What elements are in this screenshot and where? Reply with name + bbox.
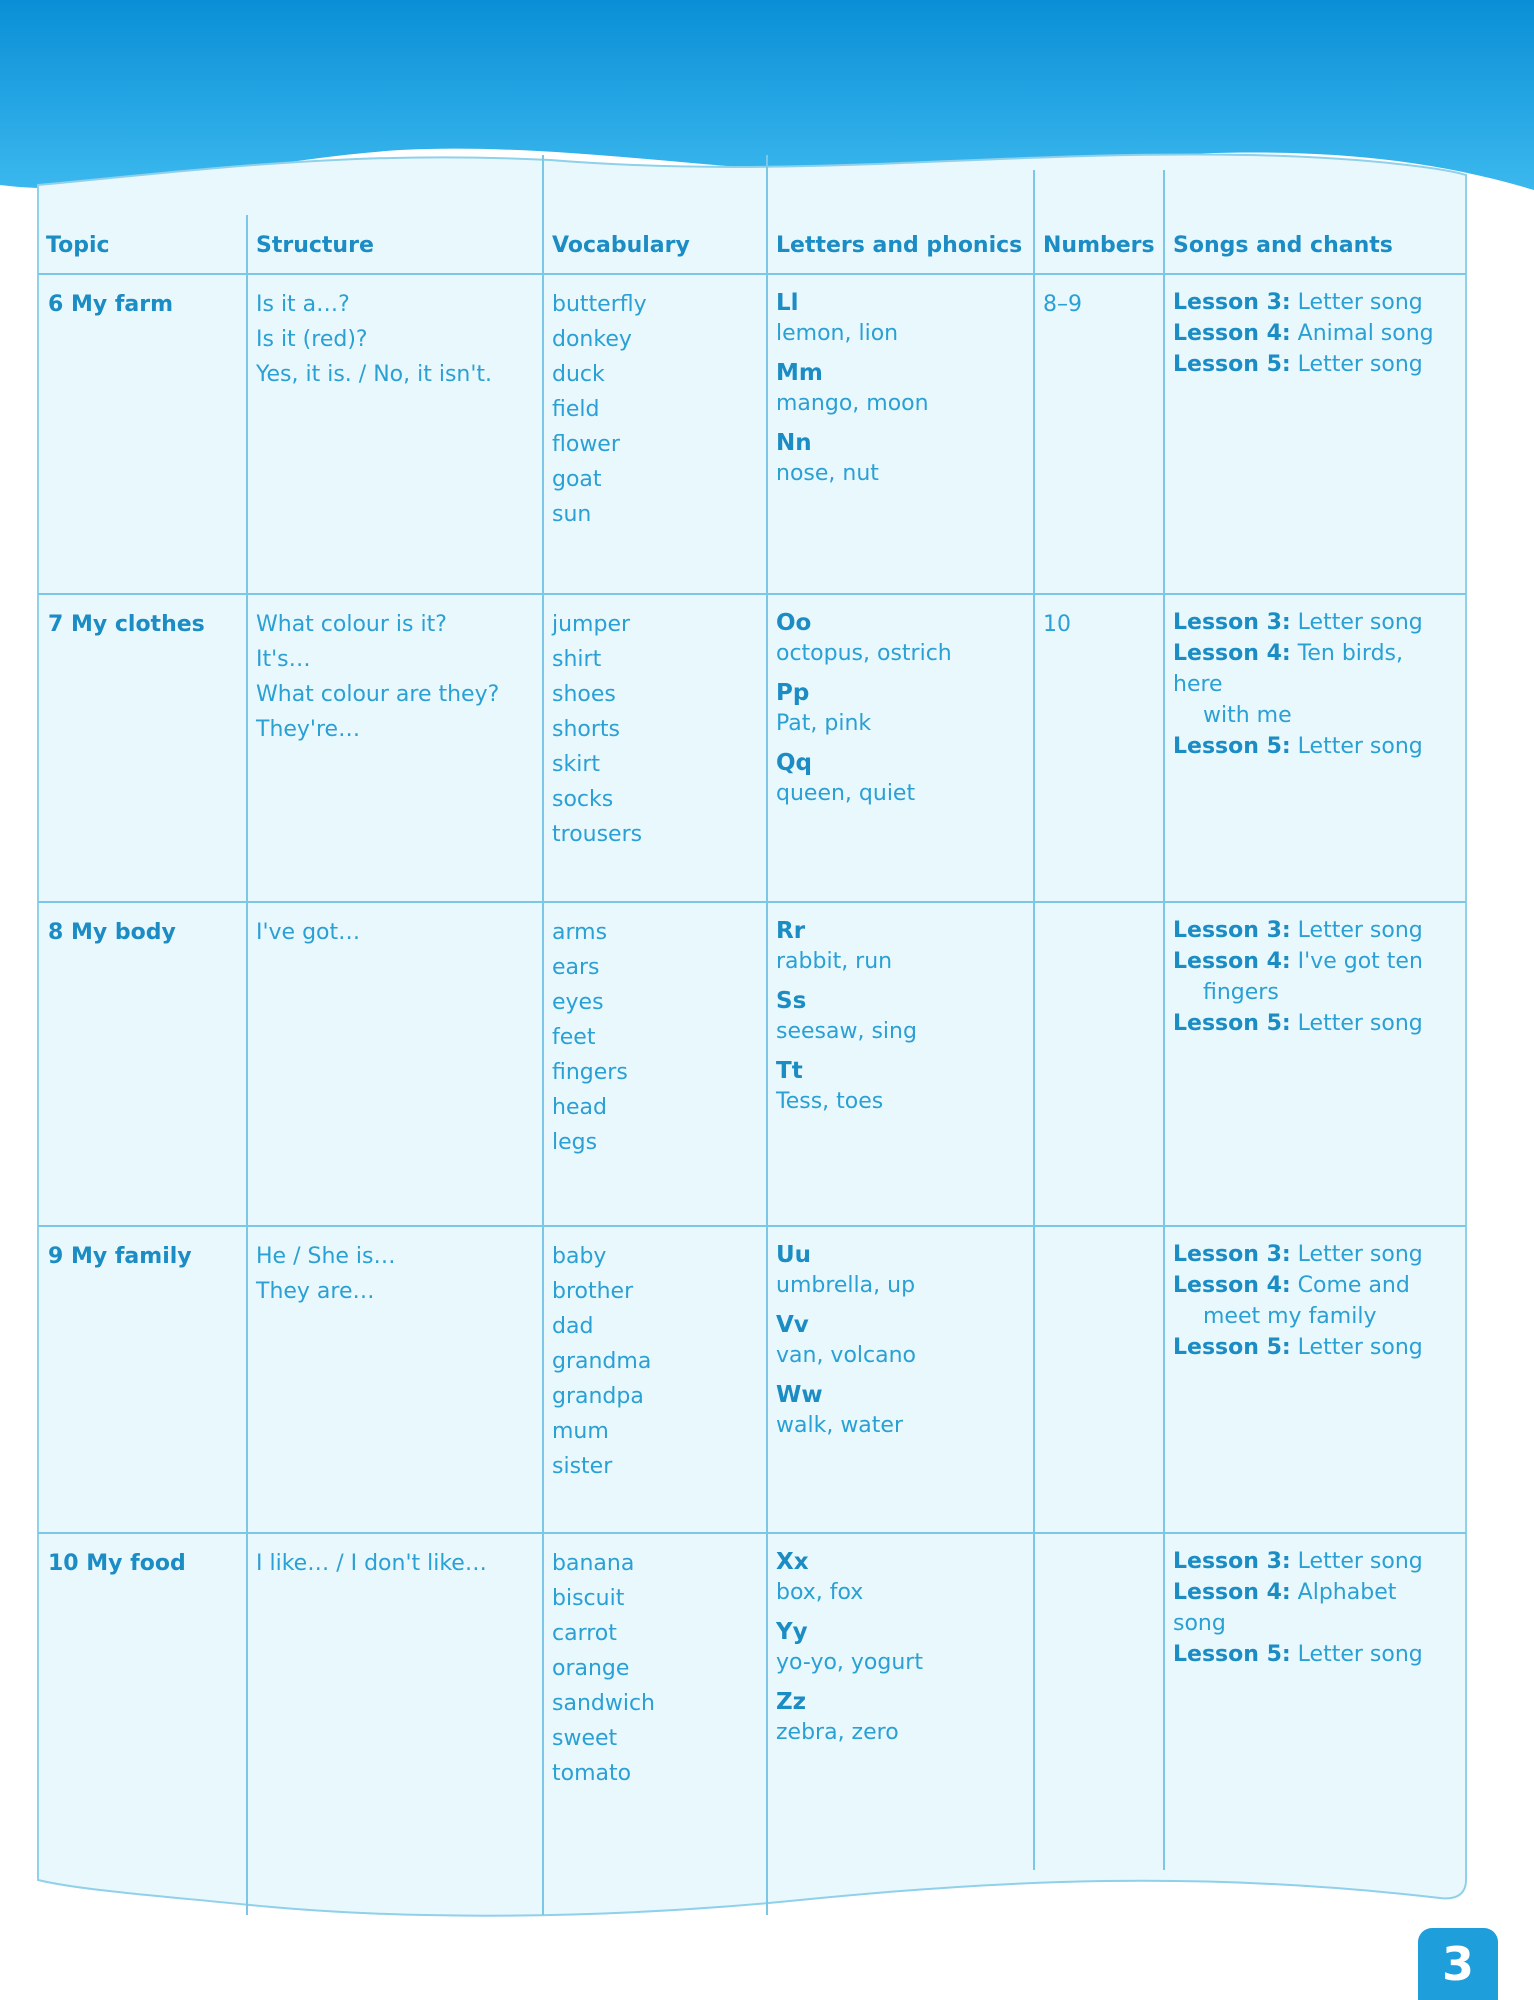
phonics-words: seesaw, sing xyxy=(776,1019,917,1044)
lesson-label: Lesson 3: xyxy=(1173,610,1291,635)
vocabulary-word: orange xyxy=(552,1656,630,1681)
header-vocabulary: Vocabulary xyxy=(552,232,690,258)
vocabulary-word: shoes xyxy=(552,682,616,707)
page-number-badge: 3 xyxy=(1418,1928,1498,2000)
song-line xyxy=(1173,1270,1456,1301)
cell-numbers xyxy=(1033,273,1163,593)
lesson-label: Lesson 4: xyxy=(1173,949,1291,974)
vocabulary-word: eyes xyxy=(552,990,604,1015)
cell-numbers xyxy=(1033,901,1163,1225)
cell-songs xyxy=(1163,593,1466,901)
song-title: Alphabet song xyxy=(1173,1580,1397,1636)
phonics-words: octopus, ostrich xyxy=(776,641,952,666)
vocabulary-word: carrot xyxy=(552,1621,617,1646)
vocabulary-word: sandwich xyxy=(552,1691,655,1716)
song-title: Ten birds, here xyxy=(1173,641,1403,697)
vocabulary-word: duck xyxy=(552,362,605,387)
structure-line: It's… xyxy=(256,647,311,672)
vocabulary-word: field xyxy=(552,397,600,422)
song-title: Letter song xyxy=(1297,1335,1423,1360)
lesson-label: Lesson 3: xyxy=(1173,918,1291,943)
structure-line: They are… xyxy=(256,1279,375,1304)
header-topic: Topic xyxy=(46,232,110,258)
phonics-words: queen, quiet xyxy=(776,781,916,806)
vocabulary-word: tomato xyxy=(552,1761,632,1786)
vocabulary-word: shorts xyxy=(552,717,620,742)
lesson-label: Lesson 5: xyxy=(1173,1011,1291,1036)
song-title-continued: meet my family xyxy=(1203,1304,1377,1329)
song-line xyxy=(1173,638,1456,700)
phonics-words: umbrella, up xyxy=(776,1273,916,1298)
cell-topic xyxy=(38,901,246,1225)
header-numbers: Numbers xyxy=(1043,232,1155,258)
phonics-words: mango, moon xyxy=(776,391,929,416)
phonics-words: Tess, toes xyxy=(776,1089,884,1114)
cell-vocabulary xyxy=(542,1532,766,1915)
song-title-continued: fingers xyxy=(1203,980,1279,1005)
lesson-label: Lesson 5: xyxy=(1173,1642,1291,1667)
song-title: Letter song xyxy=(1297,1642,1423,1667)
song-line xyxy=(1173,1239,1456,1270)
vocabulary-word: brother xyxy=(552,1279,634,1304)
vocabulary-word: arms xyxy=(552,920,608,945)
header-songs-chants: Songs and chants xyxy=(1173,232,1393,258)
cell-letters xyxy=(766,273,1033,593)
vocabulary-word: mum xyxy=(552,1419,609,1444)
phonics-letter: Yy xyxy=(776,1619,808,1645)
phonics-words: rabbit, run xyxy=(776,949,893,974)
song-line xyxy=(1173,915,1456,946)
song-title: Letter song xyxy=(1297,352,1423,377)
cell-vocabulary xyxy=(542,901,766,1225)
phonics-letter: Uu xyxy=(776,1242,812,1268)
structure-line: Yes, it is. / No, it isn't. xyxy=(256,362,493,387)
vocabulary-word: trousers xyxy=(552,822,643,847)
cell-vocabulary xyxy=(542,1225,766,1532)
vocabulary-word: head xyxy=(552,1095,607,1120)
song-title: Letter song xyxy=(1297,290,1423,315)
phonics-words: lemon, lion xyxy=(776,321,899,346)
lesson-label: Lesson 5: xyxy=(1173,352,1291,377)
lesson-label: Lesson 5: xyxy=(1173,734,1291,759)
song-title: Animal song xyxy=(1297,321,1434,346)
lesson-label: Lesson 4: xyxy=(1173,1580,1291,1605)
song-title: I've got ten xyxy=(1297,949,1423,974)
phonics-letter: Ww xyxy=(776,1382,823,1408)
cell-structure xyxy=(246,901,542,1225)
vocabulary-word: sweet xyxy=(552,1726,618,1751)
cell-structure xyxy=(246,1225,542,1532)
lesson-label: Lesson 5: xyxy=(1173,1335,1291,1360)
phonics-letter: Pp xyxy=(776,680,810,706)
phonics-words: nose, nut xyxy=(776,461,879,486)
topic-title: 9 My family xyxy=(48,1244,192,1269)
vocabulary-word: feet xyxy=(552,1025,596,1050)
cell-songs xyxy=(1163,1225,1466,1532)
cell-letters xyxy=(766,1532,1033,1915)
cell-numbers xyxy=(1033,1532,1163,1915)
cell-topic xyxy=(38,273,246,593)
cell-numbers xyxy=(1033,1225,1163,1532)
phonics-words: Pat, pink xyxy=(776,711,872,736)
song-title: Letter song xyxy=(1297,918,1423,943)
structure-line: He / She is… xyxy=(256,1244,396,1269)
phonics-letter: Xx xyxy=(776,1549,809,1575)
structure-line: What colour is it? xyxy=(256,612,447,637)
structure-line: Is it a…? xyxy=(256,292,350,317)
phonics-words: van, volcano xyxy=(776,1343,917,1368)
phonics-letter: Rr xyxy=(776,918,806,944)
song-title: Letter song xyxy=(1297,734,1423,759)
phonics-words: box, fox xyxy=(776,1580,864,1605)
header-structure: Structure xyxy=(256,232,374,258)
song-title: Letter song xyxy=(1297,1011,1423,1036)
cell-structure xyxy=(246,273,542,593)
vocabulary-word: ears xyxy=(552,955,600,980)
topic-title: 7 My clothes xyxy=(48,612,205,637)
vocabulary-word: fingers xyxy=(552,1060,628,1085)
phonics-words: yo-yo, yogurt xyxy=(776,1650,923,1675)
structure-line: Is it (red)? xyxy=(256,327,368,352)
structure-line: They're… xyxy=(256,717,361,742)
phonics-letter: Qq xyxy=(776,750,813,776)
cell-numbers xyxy=(1033,593,1163,901)
song-line xyxy=(1173,1577,1456,1639)
vocabulary-word: shirt xyxy=(552,647,602,672)
song-line xyxy=(1173,1332,1456,1363)
phonics-letter: Zz xyxy=(776,1689,807,1715)
song-line xyxy=(1173,731,1456,762)
song-line xyxy=(1173,318,1456,349)
song-title-continued: with me xyxy=(1203,703,1292,728)
vocabulary-word: dad xyxy=(552,1314,594,1339)
cell-letters xyxy=(766,1225,1033,1532)
topic-title: 8 My body xyxy=(48,920,176,945)
lesson-label: Lesson 3: xyxy=(1173,1242,1291,1267)
cell-songs xyxy=(1163,1532,1466,1915)
song-line xyxy=(1173,607,1456,638)
syllabus-table xyxy=(38,215,1466,1915)
vocabulary-word: grandma xyxy=(552,1349,652,1374)
song-title: Letter song xyxy=(1297,610,1423,635)
vocabulary-word: butterfly xyxy=(552,292,647,317)
song-title: Come and xyxy=(1297,1273,1410,1298)
lesson-label: Lesson 4: xyxy=(1173,1273,1291,1298)
phonics-letter: Ss xyxy=(776,988,807,1014)
vocabulary-word: sun xyxy=(552,502,592,527)
structure-line: I've got… xyxy=(256,920,361,945)
phonics-words: walk, water xyxy=(776,1413,903,1438)
cell-songs xyxy=(1163,273,1466,593)
phonics-letter: Ll xyxy=(776,290,799,316)
vocabulary-word: biscuit xyxy=(552,1586,625,1611)
vocabulary-word: sister xyxy=(552,1454,613,1479)
song-line xyxy=(1173,1008,1456,1039)
vocabulary-word: goat xyxy=(552,467,602,492)
song-line xyxy=(1173,287,1456,318)
cell-letters xyxy=(766,593,1033,901)
vocabulary-word: legs xyxy=(552,1130,598,1155)
lesson-label: Lesson 3: xyxy=(1173,1549,1291,1574)
phonics-letter: Oo xyxy=(776,610,812,636)
lesson-label: Lesson 3: xyxy=(1173,290,1291,315)
cell-letters xyxy=(766,901,1033,1225)
structure-line: What colour are they? xyxy=(256,682,500,707)
vocabulary-word: socks xyxy=(552,787,614,812)
numbers-value: 10 xyxy=(1043,612,1071,637)
phonics-letter: Nn xyxy=(776,430,812,456)
vocabulary-word: skirt xyxy=(552,752,600,777)
header-letters-phonics: Letters and phonics xyxy=(776,232,1023,258)
song-line xyxy=(1173,1546,1456,1577)
cell-topic xyxy=(38,1532,246,1915)
vocabulary-word: banana xyxy=(552,1551,635,1576)
vocabulary-word: jumper xyxy=(552,612,631,637)
topic-title: 10 My food xyxy=(48,1551,186,1576)
phonics-letter: Tt xyxy=(776,1058,803,1084)
cell-vocabulary xyxy=(542,273,766,593)
phonics-words: zebra, zero xyxy=(776,1720,899,1745)
vocabulary-word: grandpa xyxy=(552,1384,644,1409)
cell-topic xyxy=(38,593,246,901)
numbers-value: 8–9 xyxy=(1043,292,1082,317)
topic-title: 6 My farm xyxy=(48,292,174,317)
song-title: Letter song xyxy=(1297,1242,1423,1267)
song-line xyxy=(1173,1639,1456,1670)
phonics-letter: Vv xyxy=(776,1312,809,1338)
cell-structure xyxy=(246,1532,542,1915)
lesson-label: Lesson 4: xyxy=(1173,641,1291,666)
lesson-label: Lesson 4: xyxy=(1173,321,1291,346)
structure-line: I like… / I don't like… xyxy=(256,1551,487,1576)
song-title: Letter song xyxy=(1297,1549,1423,1574)
cell-topic xyxy=(38,1225,246,1532)
song-line xyxy=(1173,946,1456,977)
song-line xyxy=(1173,349,1456,380)
cell-vocabulary xyxy=(542,593,766,901)
cell-songs xyxy=(1163,901,1466,1225)
vocabulary-word: donkey xyxy=(552,327,632,352)
cell-structure xyxy=(246,593,542,901)
vocabulary-word: flower xyxy=(552,432,620,457)
phonics-letter: Mm xyxy=(776,360,823,386)
vocabulary-word: baby xyxy=(552,1244,607,1269)
